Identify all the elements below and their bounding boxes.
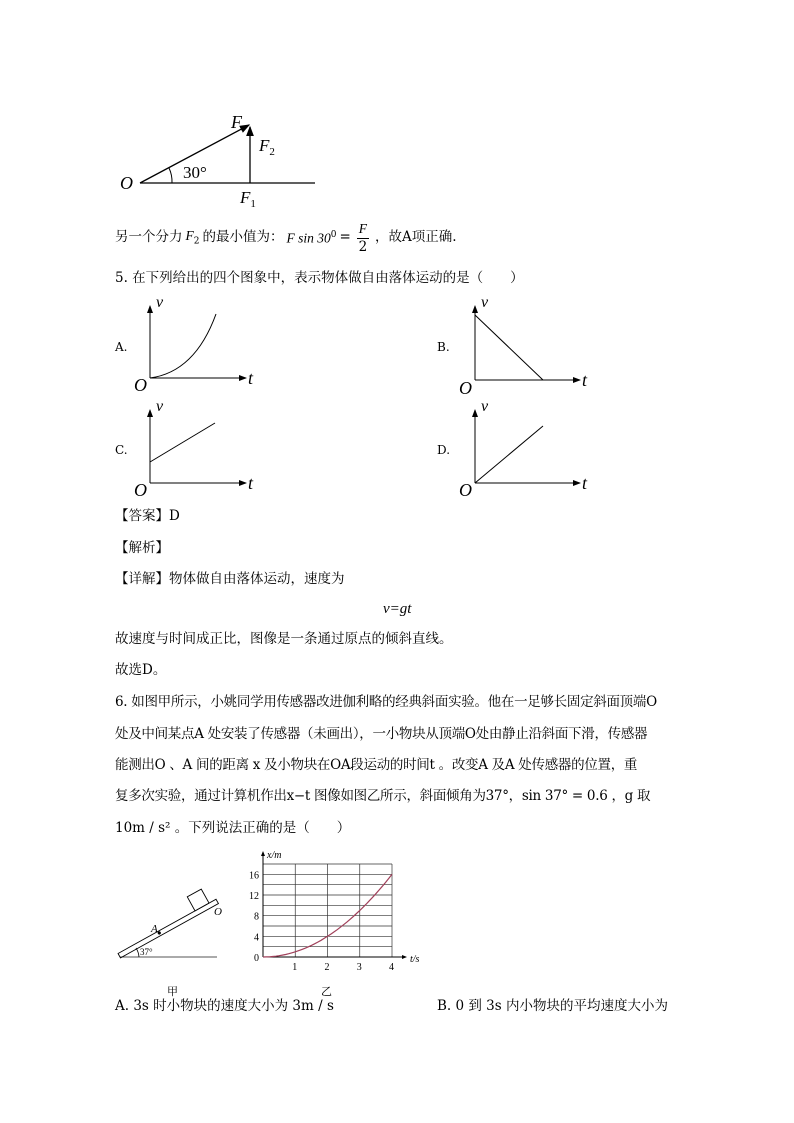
- svg-text:O: O: [459, 378, 472, 398]
- x-tick-label: 3: [356, 962, 362, 973]
- option-A-label: A.: [115, 340, 128, 354]
- y-axis-label: x/m: [267, 850, 282, 861]
- fraction-numerator: F: [357, 222, 369, 239]
- label-F: F: [231, 112, 242, 132]
- chart-caption: 乙: [321, 986, 332, 998]
- svg-text:O: O: [134, 375, 147, 395]
- y-tick-label: 8: [254, 911, 259, 923]
- svg-text:v: v: [481, 398, 489, 415]
- svg-text:A: A: [151, 923, 158, 935]
- svg-text:37°: 37°: [140, 947, 153, 957]
- fraction-denominator: 2: [358, 238, 368, 255]
- svg-text:O: O: [134, 480, 147, 500]
- svg-text:v: v: [156, 294, 164, 311]
- option-D-label: D.: [437, 443, 451, 457]
- svg-text:v: v: [156, 398, 164, 415]
- q6-line-3: 能测出O 、A 间的距离 x 及小物块在OA段运动的时间t 。改变A 及A 处传感器的位置，重: [115, 757, 638, 773]
- svg-text:t: t: [582, 473, 588, 493]
- x-tick-label: 2: [324, 962, 330, 973]
- y-tick-label: 16: [249, 870, 259, 882]
- answer: 【答案】D: [115, 508, 180, 524]
- label-F1: $F_1$: [240, 188, 256, 210]
- svg-text:O: O: [459, 480, 472, 500]
- q6-line-1: 6. 如图甲所示，小姚同学用传感器改进伽利略的经典斜面实验。他在一足够长固定斜面顶端O: [115, 694, 657, 710]
- q6-option-A: A. 3s 时小物块的速度大小为 3m / s: [115, 998, 334, 1014]
- x-tick-label: 4: [389, 962, 394, 973]
- q6-line-4: 复多次实验，通过计算机作出x−t 图像如图乙所示，斜面倾角为37°，sin 37° = 0.6 ，g 取: [115, 788, 651, 804]
- min-value-var: $F_2$: [185, 228, 200, 247]
- detail: 【详解】物体做自由落体运动，速度为: [115, 571, 345, 587]
- label-O: O: [120, 173, 133, 193]
- q6-line-2: 处及中间某点A 处安装了传感器（未画出），一小物块从顶端O处由静止沿斜面下滑，传感器: [115, 726, 648, 742]
- svg-text:t: t: [248, 473, 254, 493]
- min-value-prefix: 另一个分力: [115, 229, 183, 246]
- svg-text:v: v: [481, 294, 489, 311]
- min-value-expr: F $\sin 30^0$: [286, 229, 337, 245]
- svg-text:O: O: [214, 906, 222, 918]
- min-value-suffix: ，故A项正确.: [375, 229, 457, 246]
- analysis-heading: 【解析】: [115, 540, 169, 556]
- y-tick-label: 4: [254, 932, 259, 944]
- y-tick-label: 0: [254, 953, 259, 964]
- x-axis-label: t/s: [410, 954, 420, 965]
- label-30deg: 30°: [183, 163, 207, 182]
- y-tick-label: 12: [249, 891, 259, 902]
- svg-text:t: t: [582, 370, 588, 390]
- choose: 故选D。: [115, 662, 167, 678]
- explain: 故速度与时间成正比，图像是一条通过原点的倾斜直线。: [115, 631, 453, 647]
- formula: v=gt: [383, 601, 412, 617]
- x-axis-arrow: [402, 955, 407, 959]
- min-value-mid: 的最小值为：: [202, 229, 284, 246]
- q6-option-B: B. 0 到 3s 内小物块的平均速度大小为: [437, 998, 668, 1014]
- q6-line-5: 10m / s² 。下列说法正确的是（ ）: [115, 820, 351, 836]
- svg-text:t: t: [248, 368, 254, 388]
- x-tick-label: 1: [292, 962, 298, 973]
- question-5-stem: 5. 在下列给出的四个图象中，表示物体做自由落体运动的是（ ）: [115, 270, 524, 286]
- option-C-label: C.: [115, 443, 128, 457]
- min-value-eq: =: [339, 229, 351, 246]
- y-axis-arrow: [261, 851, 265, 856]
- label-F2: $F_2$: [259, 136, 275, 158]
- svg-text:甲: 甲: [167, 986, 178, 998]
- option-B-label: B.: [437, 340, 450, 354]
